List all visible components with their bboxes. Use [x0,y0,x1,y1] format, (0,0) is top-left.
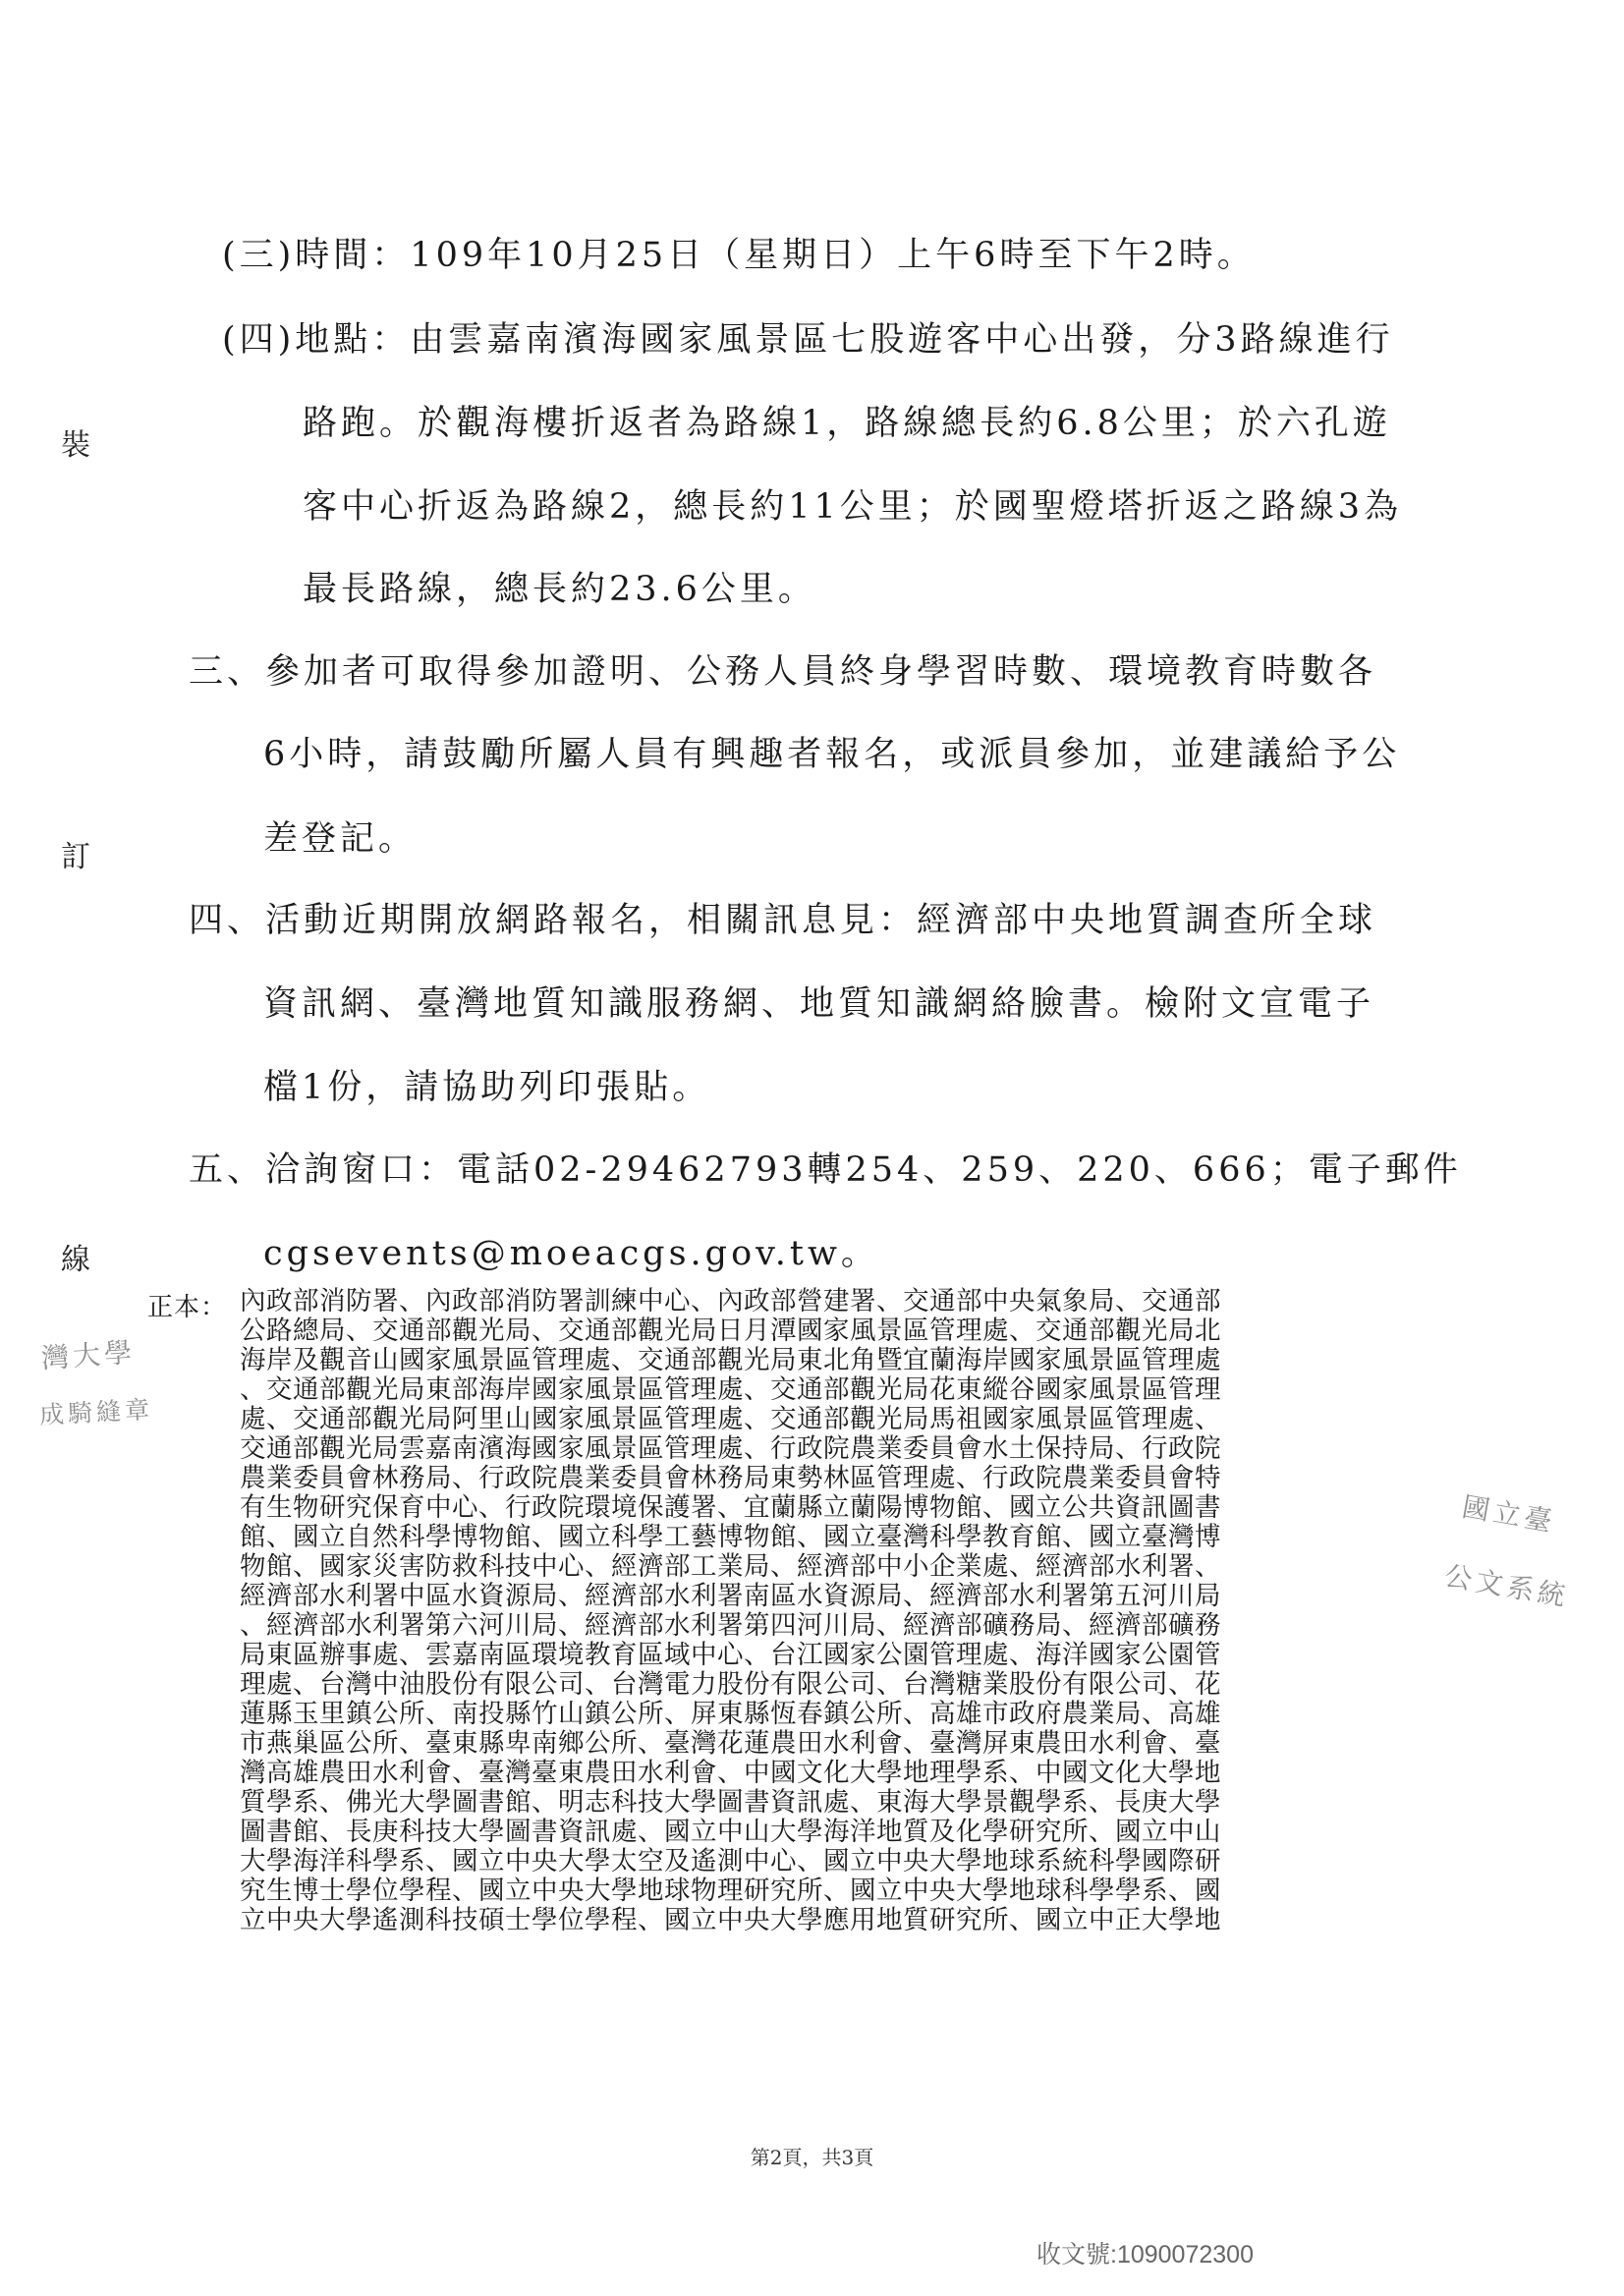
section-4-line-3: 檔1份，請協助列印張貼。 [263,1068,711,1107]
distribution-line: 物館、國家災害防救科技中心、經濟部工業局、經濟部中小企業處、經濟部水利署、 [240,1551,1221,1582]
distribution-line: 經濟部水利署中區水資源局、經濟部水利署南區水資源局、經濟部水利署第五河川局 [240,1581,1221,1611]
section-4-line-2: 資訊網、臺灣地質知識服務網、地質知識網絡臉書。檢附文宣電子 [263,984,1375,1024]
section-3-line-2: 6小時，請鼓勵所屬人員有興趣者報名，或派員參加，並建議給予公 [263,735,1401,774]
distribution-line: 內政部消防署、內政部消防署訓練中心、內政部營建署、交通部中央氣象局、交通部 [240,1286,1221,1316]
section-5-line-1: 五、洽詢窗口：電話02-29462793轉254、259、220、666；電子郵件 [189,1150,1462,1190]
item-4-location-line-1: (四)地點：由雲嘉南濱海國家風景區七股遊客中心出發，分3路線進行 [222,320,1394,360]
item-4-location-line-2: 路跑。於觀海樓折返者為路線1，路線總長約6.8公里；於六孔遊 [303,404,1391,443]
distribution-line: 蓮縣玉里鎮公所、南投縣竹山鎮公所、屏東縣恆春鎮公所、高雄市政府農業局、高雄 [240,1699,1221,1729]
page-number: 第2頁，共3頁 [750,2146,874,2169]
seal-stamp-left-line-1: 灣大學 [40,1335,138,1375]
distribution-line: 交通部觀光局雲嘉南濱海國家風景區管理處、行政院農業委員會水土保持局、行政院 [240,1433,1221,1464]
section-5-email: cgsevents@moeacgs.gov.tw。 [263,1234,879,1273]
item-4-location-line-4: 最長路線，總長約23.6公里。 [303,570,816,609]
distribution-line: 大學海洋科學系、國立中央大學太空及遙測中心、國立中央大學地球系統科學國際研 [240,1846,1221,1876]
distribution-line: 質學系、佛光大學圖書館、明志科技大學圖書資訊處、東海大學景觀學系、長庚大學 [240,1787,1221,1818]
distribution-line: 立中央大學遙測科技碩士學位學程、國立中央大學應用地質研究所、國立中正大學地 [240,1905,1221,1935]
distribution-line: 有生物研究保育中心、行政院環境保護署、宜蘭縣立蘭陽博物館、國立公共資訊圖書 [240,1492,1221,1523]
distribution-label: 正本： [147,1293,228,1322]
receipt-number: 收文號:1090072300 [1036,2241,1254,2268]
binding-mark-bottom: 線 [61,1243,90,1277]
section-3-line-3: 差登記。 [263,819,418,859]
section-4-line-1: 四、活動近期開放網路報名，相關訊息見：經濟部中央地質調查所全球 [189,901,1377,940]
distribution-line: 市燕巢區公所、臺東縣卑南鄉公所、臺灣花蓮農田水利會、臺灣屏東農田水利會、臺 [240,1728,1221,1759]
section-3-line-1: 三、參加者可取得參加證明、公務人員終身學習時數、環境教育時數各 [189,652,1377,692]
distribution-line: 、經濟部水利署第六河川局、經濟部水利署第四河川局、經濟部礦務局、經濟部礦務 [240,1610,1221,1641]
distribution-line: 館、國立自然科學博物館、國立科學工藝博物館、國立臺灣科學教育館、國立臺灣博 [240,1522,1221,1552]
distribution-line: 海岸及觀音山國家風景區管理處、交通部觀光局東北角暨宜蘭海岸國家風景區管理處 [240,1345,1221,1375]
binding-mark-top: 裝 [61,428,90,463]
item-4-location-line-3: 客中心折返為路線2，總長約11公里；於國聖燈塔折返之路線3為 [303,487,1403,527]
seal-stamp-left-line-2: 成騎縫章 [38,1394,154,1430]
distribution-line: 處、交通部觀光局阿里山國家風景區管理處、交通部觀光局馬祖國家風景區管理處、 [240,1404,1221,1434]
distribution-line: 圖書館、長庚科技大學圖書資訊處、國立中山大學海洋地質及化學研究所、國立中山 [240,1817,1221,1847]
distribution-line: 理處、台灣中油股份有限公司、台灣電力股份有限公司、台灣糖業股份有限公司、花 [240,1669,1221,1700]
seal-stamp-right-line-1: 國立臺 [1459,1489,1558,1540]
distribution-line: 農業委員會林務局、行政院農業委員會林務局東勢林區管理處、行政院農業委員會特 [240,1463,1221,1493]
item-3-time: (三)時間：109年10月25日（星期日）上午6時至下午2時。 [222,236,1256,275]
distribution-line: 公路總局、交通部觀光局、交通部觀光局日月潭國家風景區管理處、交通部觀光局北 [240,1316,1221,1346]
binding-mark-middle: 訂 [61,840,90,874]
distribution-line: 灣高雄農田水利會、臺灣臺東農田水利會、中國文化大學地理學系、中國文化大學地 [240,1758,1221,1788]
seal-stamp-right-line-2: 公文系統 [1441,1559,1572,1613]
distribution-line: 究生博士學位學程、國立中央大學地球物理研究所、國立中央大學地球科學學系、國 [240,1876,1221,1906]
distribution-line: 局東區辦事處、雲嘉南區環境教育區域中心、台江國家公園管理處、海洋國家公園管 [240,1640,1221,1670]
distribution-line: 、交通部觀光局東部海岸國家風景區管理處、交通部觀光局花東縱谷國家風景區管理 [240,1374,1221,1405]
